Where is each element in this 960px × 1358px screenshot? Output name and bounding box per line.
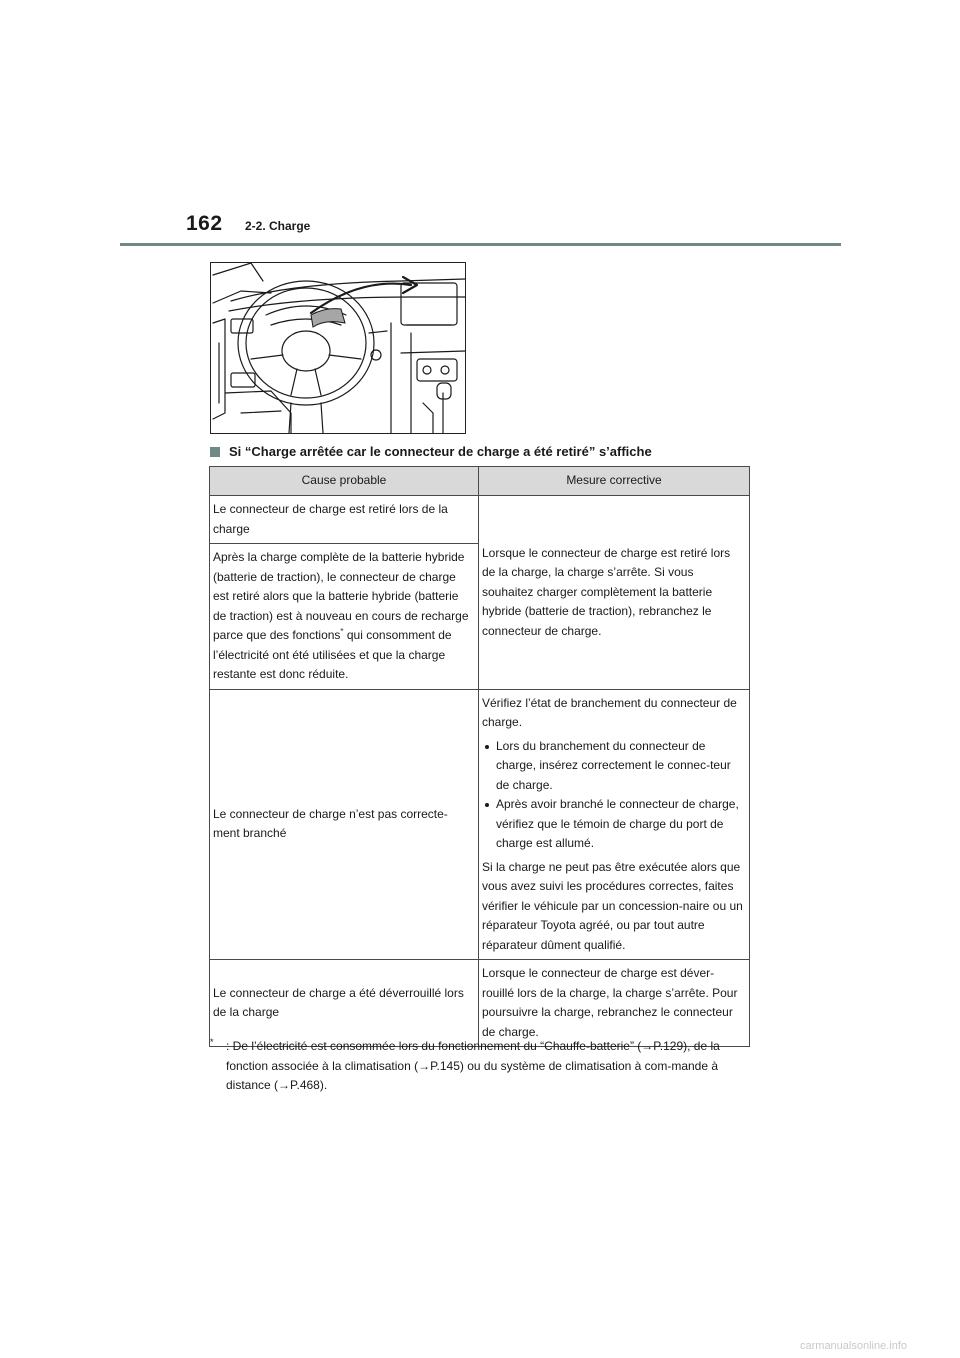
- cause-2-text-b: qui consomment de l’électricité ont été utilisées et que la charge restante est donc réduite.: [213, 628, 452, 681]
- cell-action-4: Lorsque le connecteur de charge est déver-rouillé lors de la charge, la charge s’arrête. Pour poursuivre la charge, rebranchez le connecteur de charge.: [479, 960, 750, 1047]
- square-bullet-icon: [210, 447, 220, 457]
- action-3-bullets: [482, 737, 745, 854]
- table-row: [210, 496, 750, 544]
- cell-cause-2: [210, 544, 479, 690]
- footnote-text: : De l’électricité est consommée lors du fonctionnement du “Chauffe-batterie” (→P.129), de la fonction associée à la climatisation (→P.145) ou du système de climatisation à com-mande à distance (→P.468).: [226, 1039, 720, 1092]
- column-header-cause: Cause probable: [210, 467, 479, 496]
- table-header-row: [210, 467, 750, 496]
- table-row: [210, 960, 750, 1047]
- subheading-text: Si “Charge arrêtée car le connecteur de charge a été retiré” s’affiche: [229, 444, 652, 459]
- cause-action-table: [209, 466, 750, 1047]
- table-row: [210, 689, 750, 960]
- action-3-intro: Vérifiez l’état de branchement du connecteur de charge.: [482, 695, 737, 729]
- watermark: carmanualsonline.info: [800, 1340, 908, 1352]
- dashboard-illustration: [210, 262, 466, 434]
- footnote-ref: *: [340, 627, 344, 636]
- list-item: Après avoir branché le connecteur de charge, vérifiez que le témoin de charge du port de charge est allumé.: [482, 795, 745, 854]
- cell-action-1: Lorsque le connecteur de charge est retiré lors de la charge, la charge s’arrête. Si vous souhaitez charger complètement la batterie hybride (batterie de traction), rebranchez le connecteur de charge.: [479, 496, 750, 690]
- section-label: 2-2. Charge: [245, 219, 311, 233]
- footnote: [210, 1037, 750, 1096]
- page-number: 162: [186, 212, 223, 235]
- cell-action-3: [479, 689, 750, 960]
- header-rule: [120, 243, 841, 246]
- section-subheading: [210, 444, 652, 459]
- footnote-mark: *: [210, 1037, 214, 1047]
- cell-cause-4: Le connecteur de charge a été déverrouillé lors de la charge: [210, 960, 479, 1047]
- action-3-outro: Si la charge ne peut pas être exécutée alors que vous avez suivi les procédures correctes, faites vérifier le véhicule par un concession-naire ou un réparateur Toyota agréé, ou par tout autre réparateur dûment qualifié.: [482, 859, 743, 952]
- cell-cause-3: Le connecteur de charge n’est pas correcte-ment branché: [210, 689, 479, 960]
- steering-wheel-illustration-icon: [211, 263, 465, 433]
- column-header-action: Mesure corrective: [479, 467, 750, 496]
- cell-cause-1: Le connecteur de charge est retiré lors de la charge: [210, 496, 479, 544]
- cause-2-text-a: Après la charge complète de la batterie hybride (batterie de traction), le connecteur de charge est retiré alors que la batterie hybride (batterie de traction) est à nouveau en cours de recharge parce que des fonctions: [213, 550, 469, 642]
- list-item: Lors du branchement du connecteur de charge, insérez correctement le connec-teur de charge.: [482, 737, 745, 796]
